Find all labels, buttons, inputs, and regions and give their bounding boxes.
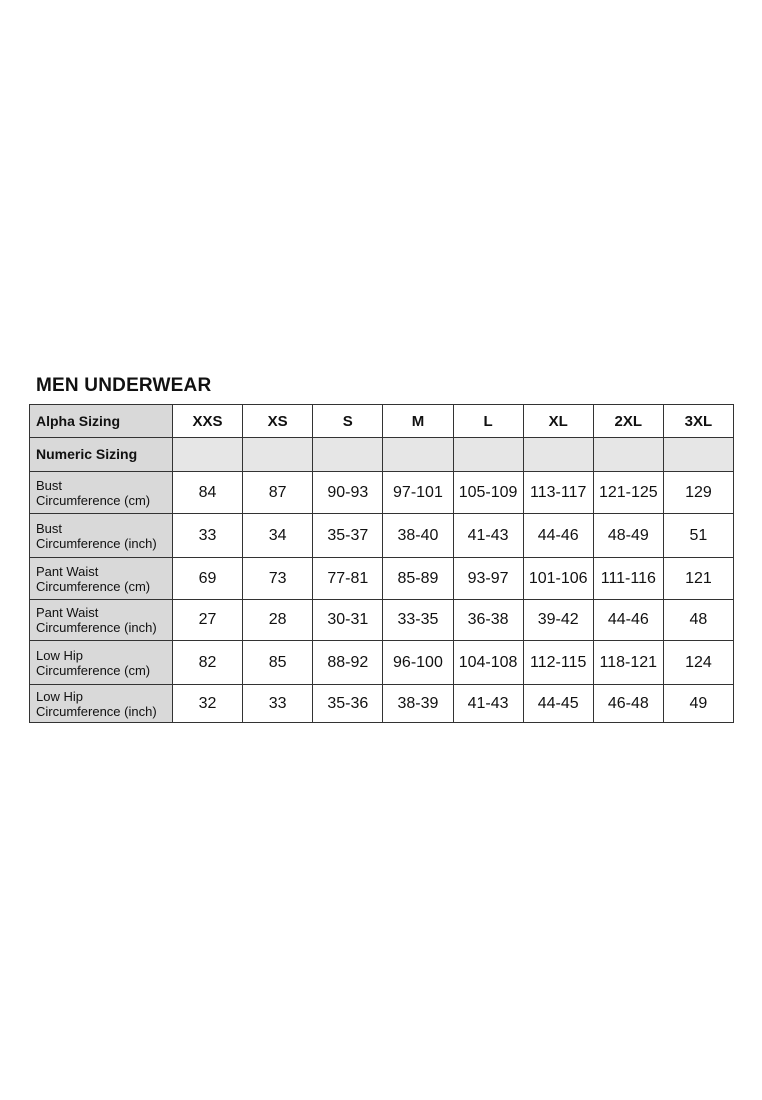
measurement-value: 90-93 <box>313 472 383 514</box>
measurement-row <box>30 472 734 514</box>
measurement-label-line1: Pant Waist <box>36 563 99 579</box>
measurement-value: 121 <box>663 558 733 600</box>
measurement-value: 33 <box>173 514 243 558</box>
measurement-value: 121-125 <box>593 472 663 514</box>
measurement-label <box>30 514 173 558</box>
empty-cell <box>173 438 243 472</box>
measurement-value: 129 <box>663 472 733 514</box>
measurement-label-line2: Circumference (cm) <box>36 662 151 678</box>
measurement-label-line2: Circumference (cm) <box>36 578 151 594</box>
measurement-label-line1: Bust <box>36 520 63 536</box>
measurement-value: 88-92 <box>313 641 383 685</box>
measurement-value: 118-121 <box>593 641 663 685</box>
measurement-value: 36-38 <box>453 600 523 641</box>
size-chart-table <box>29 404 734 723</box>
measurement-value: 84 <box>173 472 243 514</box>
size-header: L <box>453 405 523 438</box>
measurement-value: 51 <box>663 514 733 558</box>
measurement-value: 35-37 <box>313 514 383 558</box>
measurement-row <box>30 600 734 641</box>
measurement-label <box>30 558 173 600</box>
empty-cell <box>313 438 383 472</box>
empty-cell <box>383 438 453 472</box>
measurement-value: 49 <box>663 685 733 723</box>
measurement-value: 34 <box>243 514 313 558</box>
empty-cell <box>523 438 593 472</box>
measurement-value: 113-117 <box>523 472 593 514</box>
measurement-value: 73 <box>243 558 313 600</box>
size-header: 3XL <box>663 405 733 438</box>
measurement-value: 97-101 <box>383 472 453 514</box>
measurement-label-line2: Circumference (inch) <box>36 620 157 635</box>
measurement-value: 93-97 <box>453 558 523 600</box>
measurement-label-line1: Low Hip <box>36 647 83 663</box>
measurement-row <box>30 514 734 558</box>
measurement-value: 96-100 <box>383 641 453 685</box>
measurement-value: 87 <box>243 472 313 514</box>
size-header: XL <box>523 405 593 438</box>
measurement-label-line2: Circumference (cm) <box>36 492 151 508</box>
measurement-label-line1: Bust <box>36 477 63 493</box>
measurement-value: 41-43 <box>453 514 523 558</box>
measurement-value: 82 <box>173 641 243 685</box>
measurement-value: 124 <box>663 641 733 685</box>
measurement-label <box>30 685 173 723</box>
measurement-value: 28 <box>243 600 313 641</box>
measurement-value: 35-36 <box>313 685 383 723</box>
measurement-label-line1: Pant Waist <box>36 605 99 620</box>
measurement-value: 77-81 <box>313 558 383 600</box>
measurement-label-line2: Circumference (inch) <box>36 703 157 719</box>
measurement-label <box>30 641 173 685</box>
measurement-value: 33-35 <box>383 600 453 641</box>
measurement-value: 44-45 <box>523 685 593 723</box>
measurement-value: 48-49 <box>593 514 663 558</box>
measurement-value: 48 <box>663 600 733 641</box>
measurement-value: 85 <box>243 641 313 685</box>
empty-cell <box>593 438 663 472</box>
measurement-value: 85-89 <box>383 558 453 600</box>
measurement-row <box>30 641 734 685</box>
alpha-sizing-row <box>30 405 734 438</box>
measurement-value: 101-106 <box>523 558 593 600</box>
measurement-value: 105-109 <box>453 472 523 514</box>
size-header: XS <box>243 405 313 438</box>
empty-cell <box>243 438 313 472</box>
measurement-value: 33 <box>243 685 313 723</box>
size-header: M <box>383 405 453 438</box>
measurement-row <box>30 685 734 723</box>
measurement-row <box>30 558 734 600</box>
size-header: S <box>313 405 383 438</box>
measurement-value: 112-115 <box>523 641 593 685</box>
measurement-label <box>30 472 173 514</box>
measurement-value: 38-39 <box>383 685 453 723</box>
measurement-value: 27 <box>173 600 243 641</box>
measurement-value: 32 <box>173 685 243 723</box>
size-header: XXS <box>173 405 243 438</box>
measurement-value: 69 <box>173 558 243 600</box>
empty-cell <box>663 438 733 472</box>
numeric-sizing-label: Numeric Sizing <box>30 438 173 472</box>
numeric-sizing-row <box>30 438 734 472</box>
alpha-sizing-label: Alpha Sizing <box>30 405 173 438</box>
measurement-value: 46-48 <box>593 685 663 723</box>
measurement-value: 39-42 <box>523 600 593 641</box>
measurement-value: 111-116 <box>593 558 663 600</box>
measurement-label-line1: Low Hip <box>36 688 83 704</box>
measurement-value: 30-31 <box>313 600 383 641</box>
measurement-value: 44-46 <box>523 514 593 558</box>
measurement-label-line2: Circumference (inch) <box>36 535 157 551</box>
size-header: 2XL <box>593 405 663 438</box>
measurement-value: 44-46 <box>593 600 663 641</box>
measurement-label <box>30 600 173 641</box>
measurement-value: 38-40 <box>383 514 453 558</box>
empty-cell <box>453 438 523 472</box>
page-title: MEN UNDERWEAR <box>36 375 212 396</box>
measurement-value: 41-43 <box>453 685 523 723</box>
measurement-value: 104-108 <box>453 641 523 685</box>
